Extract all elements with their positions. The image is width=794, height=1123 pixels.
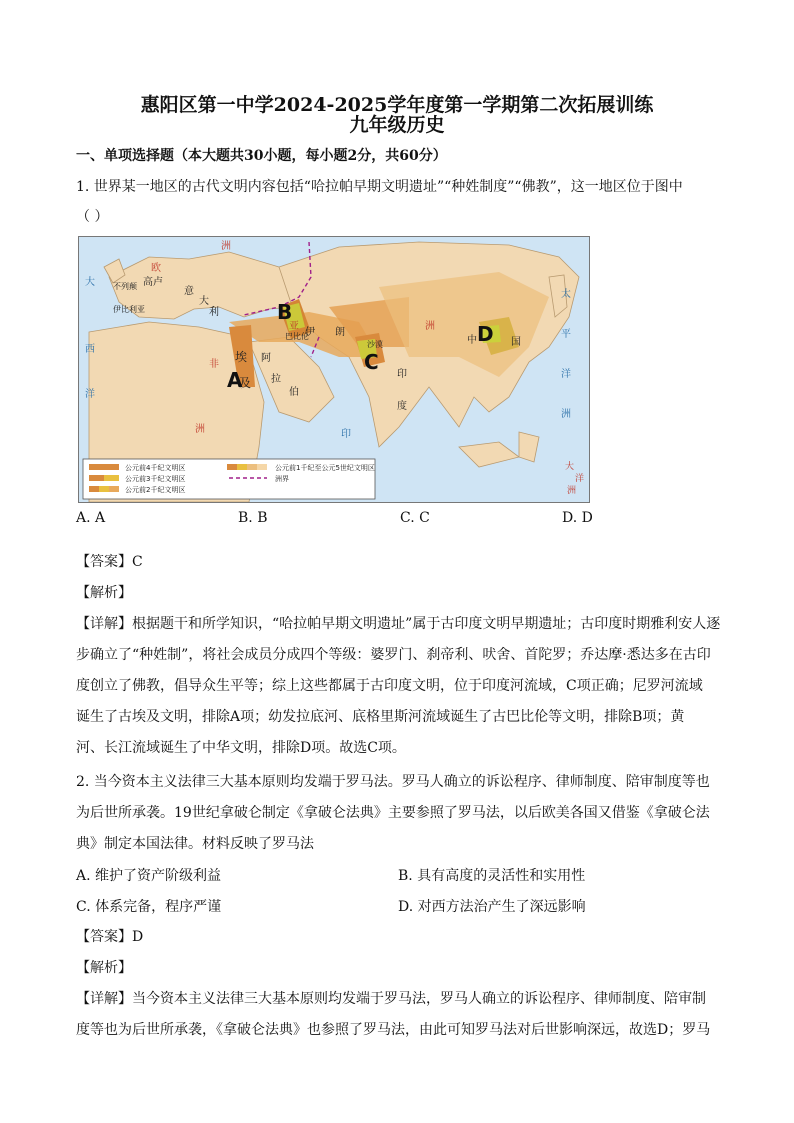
q1-detail-line: 度创立了佛教，倡导众生平等；综上这些都属于古印度文明，位于印度河流域，C项正确；尼罗河流域: [76, 678, 703, 694]
q1-analysis-label: 【解析】: [76, 585, 132, 601]
map-label: 沙漠: [367, 340, 383, 349]
map-label: 洲: [221, 241, 231, 252]
map-label: 西: [85, 344, 95, 355]
legend-item: 公元前3千纪文明区: [125, 475, 186, 483]
q2-option-a: A. 维护了资产阶级利益: [76, 868, 222, 884]
document-subtitle: 九年级历史: [349, 114, 445, 136]
q2-answer: 【答案】D: [76, 929, 144, 945]
map-label: 洲: [425, 321, 435, 332]
map-label: 伊: [305, 327, 315, 338]
q2-stem-line: 2. 当今资本主义法律三大基本原则均发端于罗马法。罗马人确立的诉讼程序、律师制度、陪审制度等也: [76, 774, 710, 790]
map-label: 亚: [289, 321, 299, 332]
map-label: 埃: [235, 350, 248, 364]
map-label: 洲: [195, 424, 205, 435]
q1-option-d: D. D: [562, 510, 593, 526]
map-label: 大: [85, 277, 95, 288]
map-label: 拉: [271, 374, 281, 385]
q1-detail-line: 【详解】根据题干和所学知识，“哈拉帕早期文明遗址”属于古印度文明早期遗址；古印度时期雅利安人逐: [76, 616, 721, 632]
legend-item: 公元前4千纪文明区: [125, 464, 186, 472]
q2-analysis-label: 【解析】: [76, 960, 132, 976]
q2-option-c: C. 体系完备，程序严谨: [76, 899, 222, 915]
q1-detail-line: 步确立了“种姓制”，将社会成员分成四个等级：婆罗门、刹帝利、吠舍、首陀罗；乔达摩·悉达多在古印: [76, 647, 711, 663]
map-label: 大: [565, 462, 575, 472]
q1-detail-line: 河、长江流域诞生了中华文明，排除D项。故选C项。: [76, 740, 406, 756]
map-label: 大: [199, 296, 209, 307]
civilization-map: [78, 236, 590, 503]
q2-stem-line: 典》制定本国法律。材料反映了罗马法: [76, 836, 314, 852]
map-label: 国: [511, 337, 521, 348]
map-marker-c: C: [364, 350, 379, 374]
map-marker-a: A: [227, 368, 243, 392]
map-label: 不列颠: [113, 282, 137, 291]
q2-option-d: D. 对西方法治产生了深远影响: [398, 899, 586, 915]
map-label: 阿: [261, 353, 271, 364]
map-label: 非: [209, 359, 219, 370]
map-label: 巴比伦: [285, 332, 309, 341]
section-heading: 一、单项选择题（本大题共30小题，每小题2分，共60分）: [76, 148, 447, 164]
q2-detail-line: 【详解】当今资本主义法律三大基本原则均发端于罗马法，罗马人确立的诉讼程序、律师制度、陪审制: [76, 991, 706, 1007]
legend-item: 公元前1千纪至公元5世纪文明区: [275, 464, 375, 472]
q1-stem-line-2: （ ）: [76, 209, 109, 225]
map-label: 洋: [575, 474, 585, 484]
map-label: 洲: [561, 409, 571, 420]
legend-item: 洲界: [275, 475, 289, 483]
map-label: 洋: [85, 389, 95, 400]
map-label: 太: [561, 289, 571, 300]
map-label: 高卢: [143, 277, 163, 288]
map-label: 洲: [567, 486, 577, 496]
map-label: 欧: [151, 263, 161, 274]
q1-answer: 【答案】C: [76, 554, 143, 570]
map-label: 伊比利亚: [113, 305, 145, 314]
map-label: 利: [209, 307, 219, 318]
q1-option-a: A. A: [76, 510, 106, 526]
map-label: 中: [467, 335, 477, 346]
map-marker-b: B: [277, 300, 293, 324]
map-label: 印: [397, 369, 407, 380]
map-label: 洋: [561, 369, 571, 380]
map-label: 伯: [289, 387, 299, 398]
q1-detail-line: 诞生了古埃及文明，排除A项；幼发拉底河、底格里斯河流域诞生了古巴比伦等文明，排除B项；黄: [76, 709, 685, 725]
legend-item: 公元前2千纪文明区: [125, 486, 186, 494]
map-label: 意: [184, 286, 194, 297]
map-label: 平: [561, 329, 571, 340]
map-label: 度: [397, 401, 407, 412]
map-marker-d: D: [477, 322, 494, 346]
q2-option-b: B. 具有高度的灵活性和实用性: [398, 868, 586, 884]
q2-detail-line: 度等也为后世所承袭，《拿破仑法典》也参照了罗马法，由此可知罗马法对后世影响深远，故选D；罗马: [76, 1022, 711, 1038]
map-label: 朗: [335, 327, 345, 338]
q2-stem-line: 为后世所承袭。19世纪拿破仑制定《拿破仑法典》主要参照了罗马法，以后欧美各国又借鉴《拿破仑法: [76, 805, 710, 821]
q1-option-b: B. B: [238, 510, 268, 526]
q1-stem-line-1: 1. 世界某一地区的古代文明内容包括“哈拉帕早期文明遗址”“种姓制度”“佛教”，这一地区位于图中: [76, 179, 683, 195]
q1-option-c: C. C: [400, 510, 430, 526]
map-label: 及: [239, 376, 252, 390]
map-label: 印: [341, 429, 351, 440]
document-title: 惠阳区第一中学2024-2025学年度第一学期第二次拓展训练: [140, 94, 654, 116]
